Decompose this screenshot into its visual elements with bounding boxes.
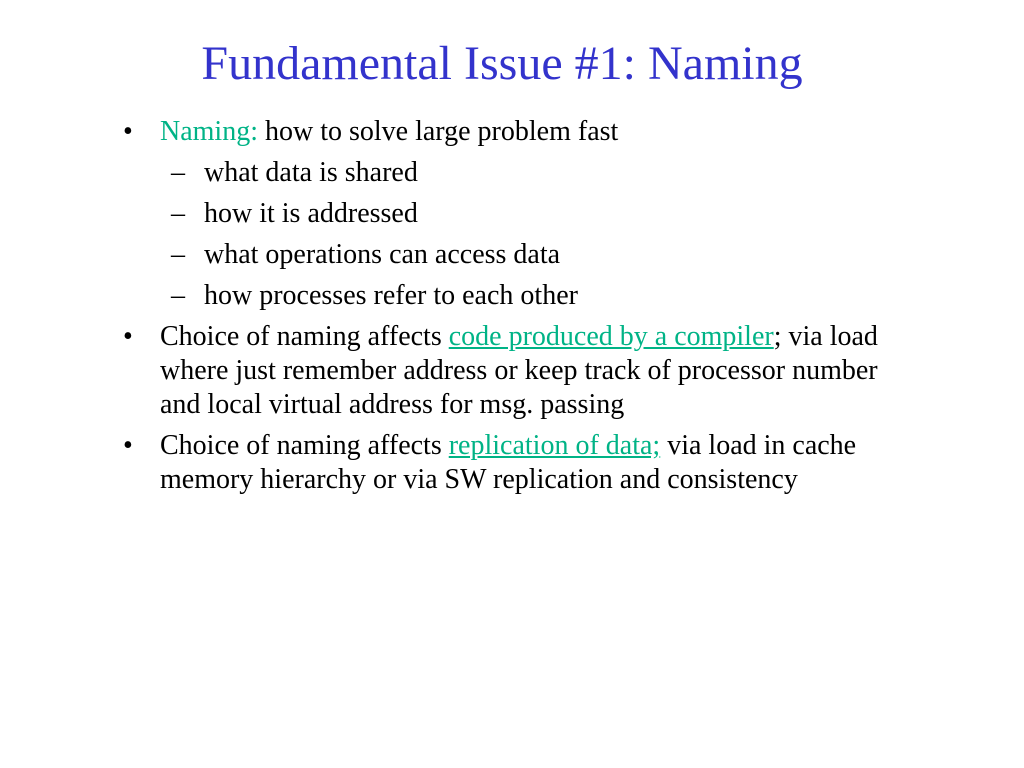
bullet-marker: • [123, 321, 133, 352]
subitem-text: what data is shared [204, 157, 418, 188]
bullet-replication [120, 429, 910, 497]
subitem [120, 197, 910, 231]
bullet-marker: • [123, 430, 133, 461]
bullet-suffix: via load in cache memory hierarchy or via SW replication and consistency [160, 430, 857, 495]
dash-marker: – [171, 280, 185, 311]
subitem-text: what operations can access data [204, 239, 561, 270]
subitem [120, 238, 910, 272]
bullet-naming [120, 115, 910, 149]
bullet-prefix: Choice of naming affects [160, 321, 449, 352]
dash-marker: – [171, 198, 185, 229]
naming-label: Naming: [160, 116, 258, 147]
subitem [120, 279, 910, 313]
slide-body [120, 115, 910, 504]
subitem-text: how it is addressed [204, 198, 418, 229]
slide-title: Fundamental Issue #1: Naming [201, 37, 803, 90]
link-code-produced-by-compiler[interactable]: code produced by a compiler [448, 321, 774, 352]
bullet-marker: • [123, 116, 133, 147]
bullet-compiler [120, 320, 910, 422]
subitem-text: how processes refer to each other [204, 280, 578, 311]
dash-marker: – [171, 239, 185, 270]
bullet-suffix: ; via load where just remember address or keep track of processor number and local virtual address for msg. passing [160, 321, 878, 420]
subitem [120, 156, 910, 190]
dash-marker: – [171, 157, 185, 188]
bullet-prefix: Choice of naming affects [160, 430, 449, 461]
naming-text: how to solve large problem fast [258, 116, 619, 147]
link-replication-of-data[interactable]: replication of data; [448, 430, 661, 461]
